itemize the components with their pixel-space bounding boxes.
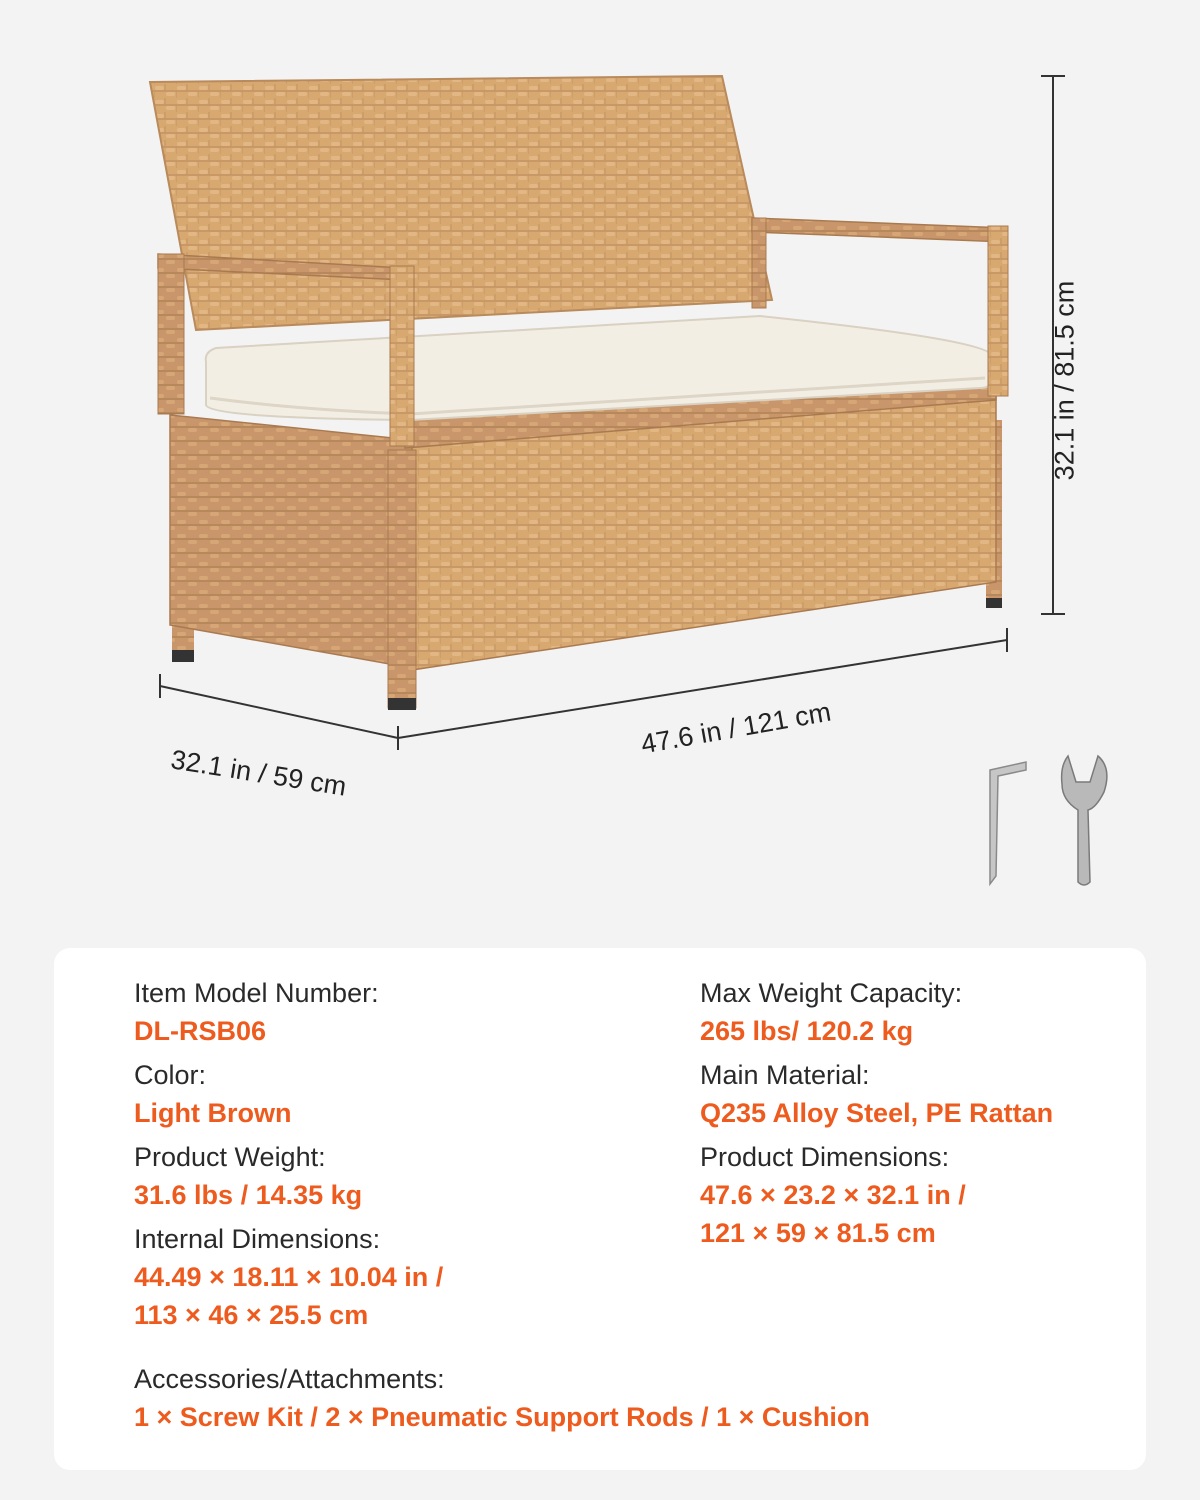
armrest-right <box>752 218 1006 242</box>
weight-label: Product Weight: <box>134 1142 326 1172</box>
internal-dimensions-label: Internal Dimensions: <box>134 1224 381 1254</box>
front-leg-left <box>388 450 416 708</box>
accessories-label: Accessories/Attachments: <box>134 1364 445 1394</box>
material-label: Main Material: <box>700 1060 870 1090</box>
depth-dimension-label: 32.1 in / 59 cm <box>168 744 349 802</box>
width-dimension-label: 47.6 in / 121 cm <box>638 696 834 760</box>
capacity-label: Max Weight Capacity: <box>700 978 963 1008</box>
model-value: DL-RSB06 <box>134 1016 267 1046</box>
weight-value: 31.6 lbs / 14.35 kg <box>134 1180 363 1210</box>
color-label: Color: <box>134 1060 207 1090</box>
product-dimensions-value: 47.6 × 23.2 × 32.1 in / 121 × 59 × 81.5 cm <box>700 1180 966 1248</box>
hex-key-icon <box>990 762 1026 884</box>
accessories-row <box>134 1360 1114 1442</box>
product-dimensions-label: Product Dimensions: <box>700 1142 950 1172</box>
accessories-value: 1 × Screw Kit / 2 × Pneumatic Support Rods / 1 × Cushion <box>134 1402 870 1432</box>
internal-dimensions-value: 44.49 × 18.11 × 10.04 in / 113 × 46 × 25.5 cm <box>134 1262 444 1330</box>
spec-card <box>54 948 1146 1470</box>
color-value: Light Brown <box>134 1098 292 1128</box>
model-label: Item Model Number: <box>134 978 379 1008</box>
material-value: Q235 Alloy Steel, PE Rattan <box>700 1098 1054 1128</box>
capacity-value: 265 lbs/ 120.2 kg <box>700 1016 914 1046</box>
bench-backrest <box>150 76 772 330</box>
depth-dimension-line <box>160 674 398 738</box>
spec-column-left <box>134 974 654 1340</box>
height-dimension-label: 32.1 in / 81.5 cm <box>1049 280 1080 481</box>
spec-column-right <box>700 974 1130 1258</box>
wrench-icon <box>1062 756 1107 885</box>
bench-side-panel <box>170 415 412 668</box>
